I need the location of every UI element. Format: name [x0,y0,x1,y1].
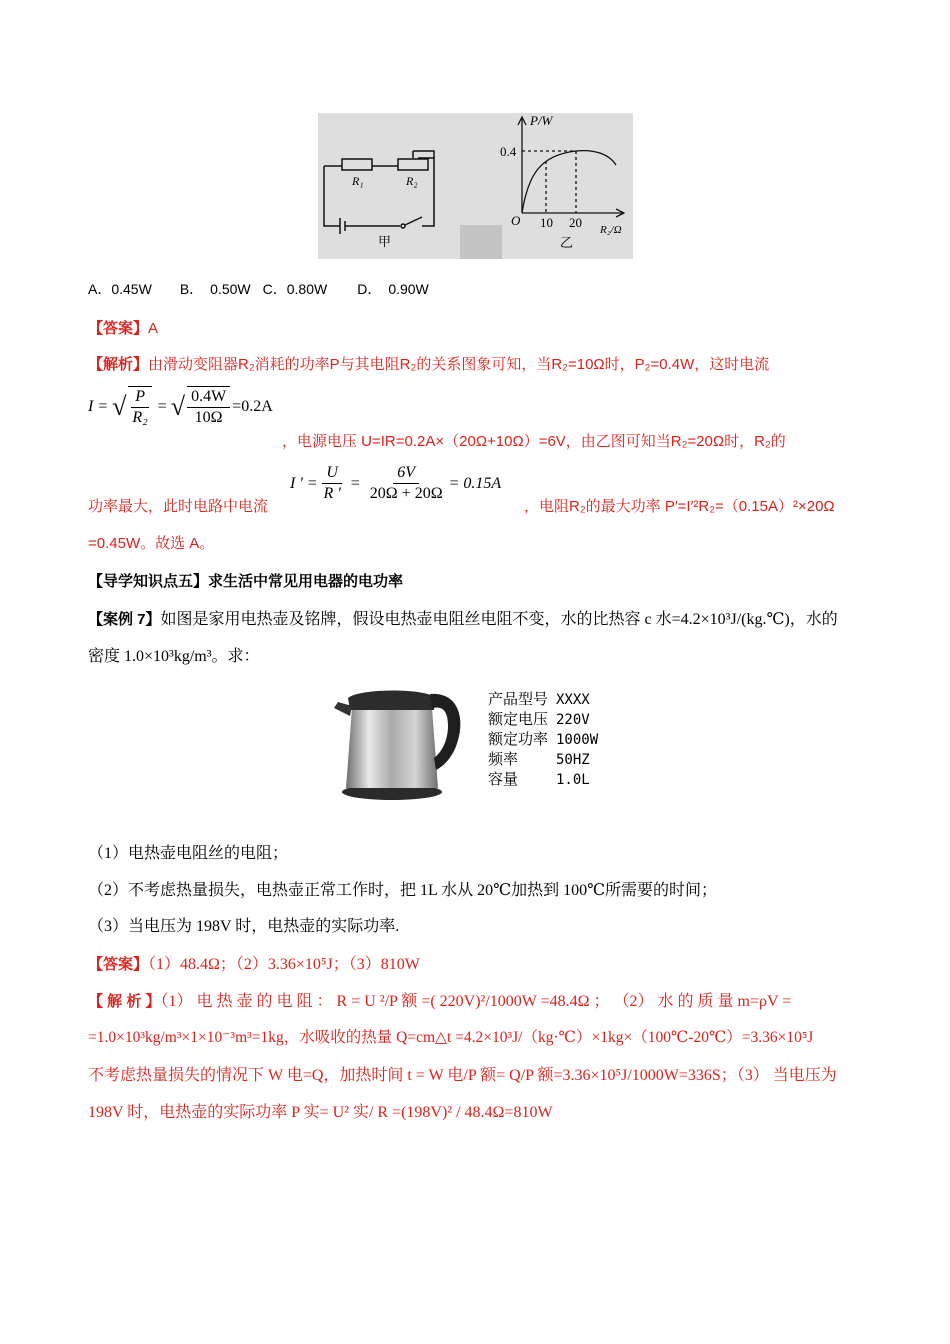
answer-2 [88,951,420,974]
analysis-1-line-3-lead: 功率最大，此时电路中电流 [88,498,269,515]
analysis-1-line-3-tail: ，电阻R₂的最大功率 P′=I′²R₂=（0.15A）²×20Ω [524,498,835,515]
analysis-2-text-1: （1） 电 热 壶 的 电 阻 ： R = U ²/P 额 =( 220V)²/1000W =48.4Ω ； （2） 水 的 质 量 m=ρV = [160,993,792,1010]
eq1-lhs: I = [88,398,109,415]
r1-label: R₁ [352,174,364,188]
eq2-rhs: = 0.15A [448,474,502,492]
eq1-num1: P [131,387,149,408]
analysis-1-line-2: ，电源电压 U=IR=0.2A×（20Ω+10Ω）=6V，由乙图可知当R₂=20Ω时，R₂的 [282,433,786,450]
circuit-graph-svg [318,113,633,259]
nameplate-key: 额定功率 [488,731,549,748]
analysis-1-tag: 【解析】 [88,356,149,373]
option-c: C．0.80W [262,281,328,297]
nameplate-table [488,690,598,790]
nameplate-row [488,770,598,790]
origin-label: O [511,213,521,228]
nameplate-row [488,750,598,770]
nameplate-key: 频率 [488,751,519,768]
answer-1-tag: 【答案】 [88,320,149,337]
case-7-line-2: 密度 1.0×10³kg/m³。求： [88,648,260,665]
analysis-2-line-2: =1.0×10³kg/m³×1×10⁻³m³=1kg，水吸收的热量 Q=cm△t =4.2×10³J/（kg·℃）×1kg×（100℃-20℃）=3.36×10⁵J [88,1029,814,1046]
option-d: D． 0.90W [357,281,429,297]
kettle-image [330,680,465,805]
answer-2-tag: 【答案】 [88,956,149,973]
nameplate-key: 产品型号 [488,691,549,708]
eq2-lhs: I ' = [290,474,318,492]
nameplate-key: 额定电压 [488,711,549,728]
nameplate-row [488,710,598,730]
eq2-num2: 6V [393,463,419,484]
analysis-2-line-3: 不考虑热量损失的情况下 W 电=Q，加热时间 t = W 电/P 额= Q/P 额=3.36×10⁵J/1000W=336S；（3） 当电压为 [88,1067,837,1084]
nameplate-key: 容量 [488,771,519,788]
jia-label: 甲 [378,234,392,249]
nameplate-row [488,690,598,710]
y-axis-label: P/W [530,113,553,128]
analysis-1-line-1 [88,353,769,374]
nameplate-value: 220V [556,712,590,728]
choice-options [88,279,429,299]
equation-1: I = √ $\frac{P}{\text{R₂}}$ = √ $\frac{0.4W}{10\Omega}$ =0.2A [88,388,273,426]
nameplate-value: 50HZ [556,752,590,768]
r2-label: R₂ [406,174,418,188]
question-3: （3）当电压为 198V 时，电热壶的实际功率. [88,918,400,935]
kettle-svg [330,680,465,805]
analysis-1-text-1: 由滑动变阻器R₂消耗的功率P与其电阻R₂的关系图象可知，当R₂=10Ω时，P₂=0.4W，这时电流 [148,356,770,373]
yi-label: 乙 [560,235,574,250]
x-axis-label: R₂/Ω [600,224,622,236]
circuit-graph-figure [318,113,633,259]
eq1-rhs: =0.2A [232,398,273,415]
case-7-line-1 [88,606,838,629]
eq1-den1: R₂ [132,409,148,426]
x-tick-20: 20 [569,215,582,230]
option-b: B． 0.50W [179,281,251,297]
answer-1-value: A [148,320,159,337]
equation-2: I ' = $\frac{U}{R '}$ = $\frac{6V}{20\Omega + 20\Omega}$ = 0.15A [290,464,502,502]
answer-2-value: （1）48.4Ω；（2）3.36×10⁵J；（3）810W [148,956,420,973]
analysis-2-line-1 [88,988,791,1011]
section-5-heading: 【导学知识点五】求生活中常见用电器的电功率 [88,573,404,590]
analysis-2-tag: 【 解 析 】 [88,993,161,1010]
x-tick-10: 10 [540,215,553,230]
question-2: （2）不考虑热量损失，电热壶正常工作时，把 1L 水从 20℃加热到 100℃所需要的时间； [88,882,717,899]
analysis-2-line-4: 198V 时，电热壶的实际功率 P 实= U² 实/ R =(198V)² / 48.4Ω=810W [88,1104,553,1121]
nameplate-value: 1000W [556,732,599,748]
eq2-den2: 20Ω + 20Ω [369,485,443,502]
answer-1 [88,317,158,338]
analysis-1-line-4: =0.45W。故选 A。 [88,535,215,552]
eq2-den1: R ' [323,485,341,502]
nameplate-row [488,730,598,750]
case-7-text-1: 如图是家用电热壶及铭牌，假设电热壶电阻丝电阻不变，水的比热容 c 水=4.2×10³J/(kg.℃)，水的 [160,611,838,628]
nameplate-value: 1.0L [556,772,590,788]
case-7-tag: 【案例 7】 [88,611,161,628]
eq1-den2: 10Ω [194,409,223,426]
eq1-num2: 0.4W [187,387,230,408]
question-1: （1）电热壶电阻丝的电阻； [88,845,289,862]
y-tick: 0.4 [500,144,517,159]
nameplate-value: XXXX [556,692,590,708]
option-a: A．0.45W [88,281,152,297]
eq2-num1: U [322,463,342,484]
grey-block [460,225,502,259]
